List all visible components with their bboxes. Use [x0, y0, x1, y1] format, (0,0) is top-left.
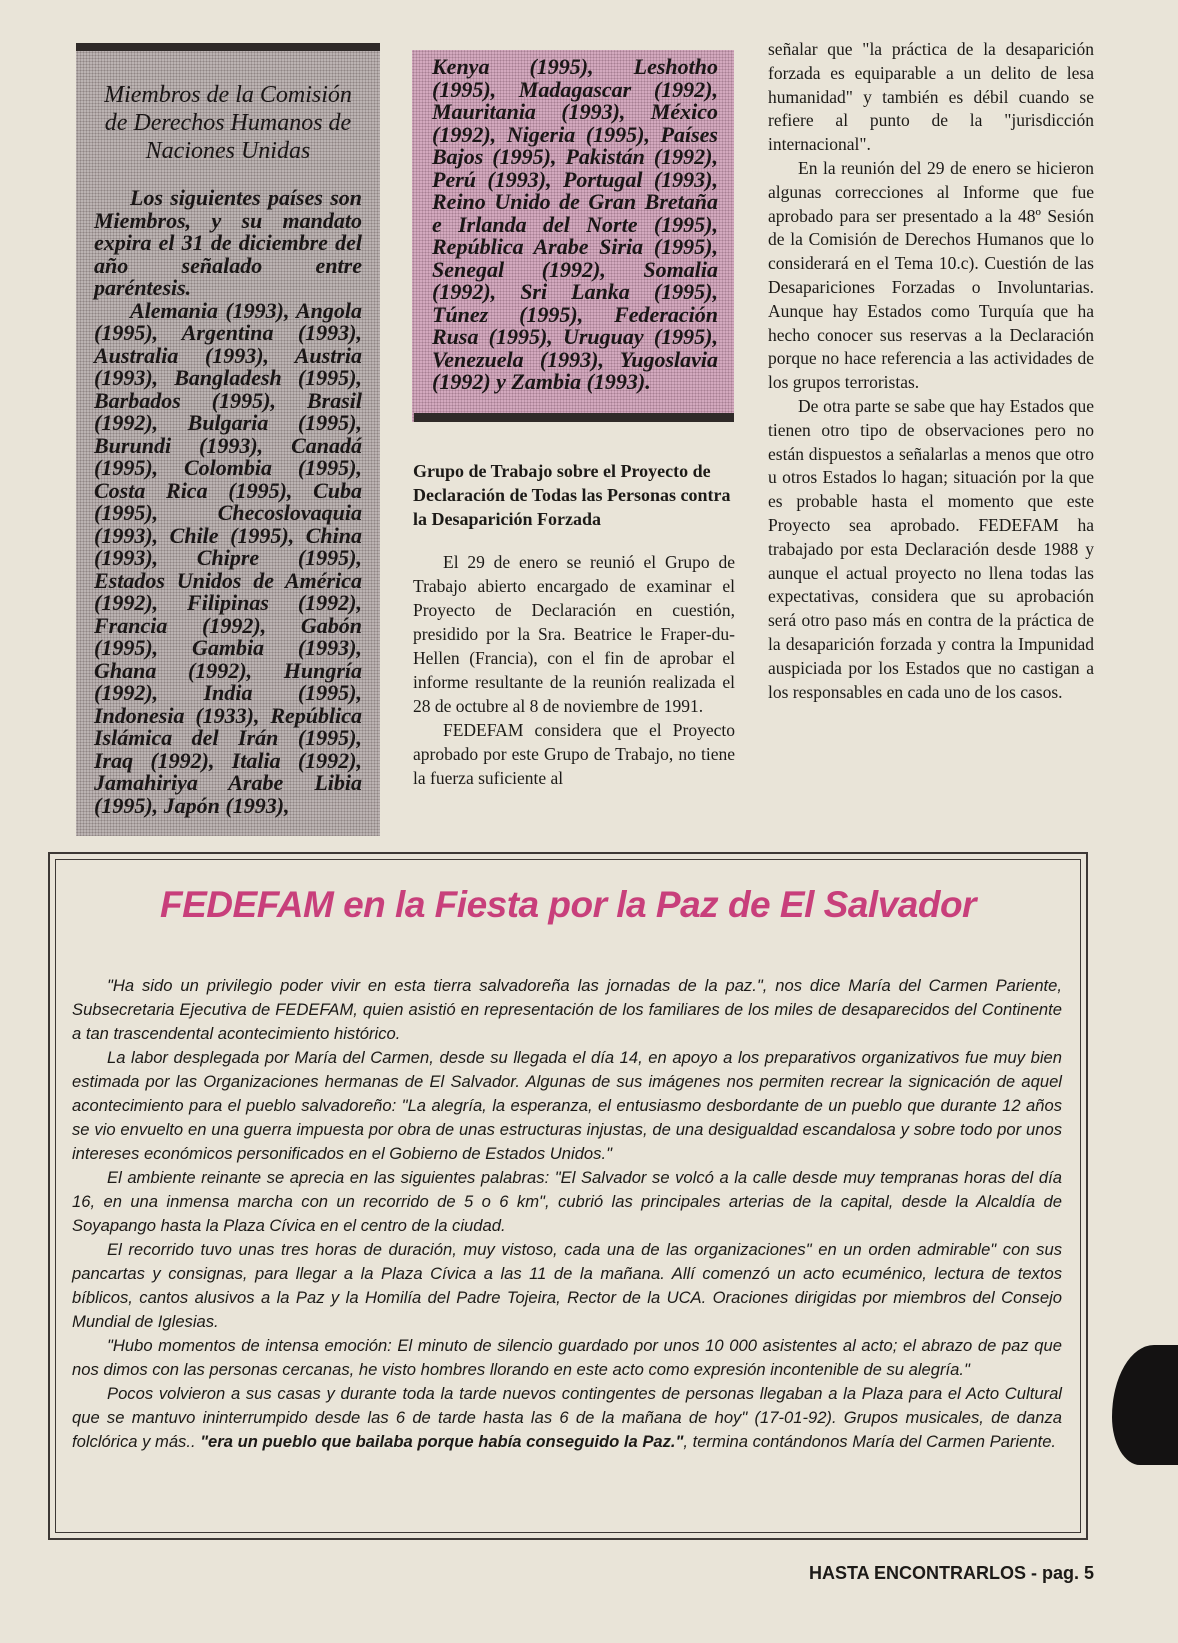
peace-paragraph: "Ha sido un privilegio poder vivir en esta tierra salvadoreña las jornadas de la paz.", nos dice María del Carmen Pariente, Subsecretaria Ejecutiva de FEDEFAM, quien asistió en representación de los familiares de los miles de desaparecidos del Continente a tan trascendental acontecimiento histórico. [72, 976, 1062, 1043]
members-continuation-box [412, 50, 734, 422]
members-list-part-1: Alemania (1993), Angola (1995), Argentina (1993), Australia (1993), Austria (1993), Bangladesh (1995), Barbados (1995), Brasil (1992), Bulgaria (1995), Burundi (1993), Canadá (1995), Colombia (1995), Costa Rica (1995), Cuba (1995), Checoslovaquia (1993), Chile (1995), China (1993), Chipre (1995), Estados Unidos de América (1992), Filipinas (1992), Francia (1992), Gabón (1995), Gambia (1993), Ghana (1992), Hungría (1992), India (1995), Indonesia (1933), República Islámica del Irán (1995), Iraq (1992), Italia (1992), Jamahiriya Arabe Libia (1995), Japón (1993), [94, 297, 362, 818]
article-paragraph: En la reunión del 29 de enero se hicieron algunas correcciones al Informe que fue aprobado para ser presentado a la 48º Sesión de la Comisión de Derechos Humanos que lo considerará en el Tema 10.c). Cuestión de las Desapariciones Forzadas o Involuntarias. Aunque hay Estados como Turquía que ha hecho conocer sus reservas a la Declaración porque no hace referencia a las actividades de los grupos terroristas. [768, 157, 1094, 393]
article-paragraph: señalar que "la práctica de la desaparición forzada es equiparable a un delito de lesa humanidad" y también es débil cuando se refiere al punto de la "jurisdicción internacional". [768, 39, 1094, 155]
members-list-part-2: Kenya (1995), Leshotho (1995), Madagascar (1992), Mauritania (1993), México (1992), Nigeria (1995), Países Bajos (1995), Pakistán (1992), Perú (1993), Portugal (1993), Reino Unido de Gran Bretaña e Irlanda del Norte (1995), República Arabe Siria (1995), Senegal (1992), Somalia (1992), Sri Lanka (1995), Túnez (1995), Federación Rusa (1995), Uruguay (1995), Venezuela (1993), Yugoslavia (1992) y Zambia (1993). [432, 54, 718, 394]
highlight-quote: "era un pueblo que bailaba porque había conseguido la Paz." [200, 1432, 684, 1451]
members-sidebar-box [76, 43, 380, 836]
last-paragraph-end: , termina contándonos María del Carmen Pariente. [683, 1432, 1057, 1451]
article-column-3 [768, 38, 1094, 704]
peace-paragraph: La labor desplegada por María del Carmen, desde su llegada el día 14, en apoyo a los preparativos organizativos fue muy bien estimada por las Organizaciones hermanas de El Salvador. Algunas de sus imágenes nos permiten recrear la signicación de aquel acontecimiento para el pueblo salvadoreño: "La alegría, la esperanza, el entusiasmo desbordante de un pueblo que durante 12 años se vio envuelto en una guerra impuesta por obra de unas estructuras injustas, de una desigualdad escandalosa y sobre todo por unos intereses económicos personificados en el Gobierno de Estados Unidos." [72, 1048, 1062, 1163]
box-bottom-rule [414, 413, 734, 422]
peace-article-title: FEDEFAM en la Fiesta por la Paz de El Salvador [160, 884, 976, 925]
article-paragraph: De otra parte se sabe que hay Estados que tienen otro tipo de observaciones pero no están dispuestos a señalarlas a menos que otro u otros Estados lo hagan; situación por la que es probable hasta el momento que este Proyecto sea aprobado. FEDEFAM ha trabajado por esta Declaración desde 1988 y aunque el actual proyecto no llena todas las expectativas, considera que su aprobación será otro paso más en contra de la práctica de la desaparición forzada y contra la Impunidad auspiciada por los Estados que no castigan a los responsables en cada uno de los casos. [768, 395, 1094, 702]
article-column-2 [413, 550, 735, 790]
article-paragraph: FEDEFAM considera que el Proyecto aprobado por este Grupo de Trabajo, no tiene la fuerza suficiente al [413, 720, 735, 788]
peace-paragraph: El recorrido tuvo unas tres horas de duración, muy vistoso, cada una de las organizaciones" en un orden admirable" con sus pancartas y consignas, para llegar a la Plaza Cívica a las 11 de la mañana. Allí comenzó un acto ecuménico, lectura de textos bíblicos, cantos alusivos a la Paz y la Homilía del Padre Tojeira, Rector de la UCA. Oraciones dirigidas por miembros del Consejo Mundial de Iglesias. [72, 1240, 1062, 1331]
members-box-title: Miembros de la Comisión de Derechos Humanos de Naciones Unidas [104, 82, 352, 164]
peace-paragraph: "Hubo momentos de intensa emoción: El minuto de silencio guardado por unos 10 000 asistentes al acto; el abrazo de paz que nos dimos con las personas cercanas, he visto hombres llorando en este acto como expresión incontenible de su alegría." [72, 1336, 1062, 1379]
peace-paragraph-last [72, 1382, 1062, 1454]
peace-article-frame [48, 852, 1088, 1540]
peace-paragraph: El ambiente reinante se aprecia en las siguientes palabras: "El Salvador se volcó a la calle desde muy tempranas horas del día 16, en una inmensa marcha con un recorrido de 5 o 6 km", cubrió las principales arterias de la capital, desde la Alcaldía de Soyapango hasta la Plaza Cívica en el centro de la ciudad. [72, 1168, 1062, 1235]
article-paragraph: El 29 de enero se reunió el Grupo de Trabajo abierto encargado de examinar el Proyecto de Declaración en cuestión, presidido por la Sra. Beatrice le Fraper-du-Hellen (Francia), con el fin de aprobar el informe resultante de la reunión realizada el 28 de octubre al 8 de noviembre de 1991. [413, 552, 735, 716]
article-subhead: Grupo de Trabajo sobre el Proyecto de Declaración de Todas las Personas contra la Desaparición Forzada [413, 461, 731, 529]
page-footer: HASTA ENCONTRARLOS - pag. 5 [808, 1563, 1094, 1583]
page-tear-mark [1112, 1345, 1178, 1465]
peace-article-body [72, 974, 1062, 1454]
members-box-intro: Los siguientes países son Miembros, y su mandato expira el 31 de diciembre del año señalado entre paréntesis. [94, 185, 362, 300]
last-paragraph-text: Pocos volvieron a sus casas y durante toda la tarde nuevos contingentes de personas llegaban a la Plaza para el Acto Cultural que se mantuvo ininterrumpido desde las 6 de tarde hasta las 6 de la mañana de hoy" (17-01-92). Grupos musicales, de danza folclórica y más.. [72, 1384, 1062, 1451]
